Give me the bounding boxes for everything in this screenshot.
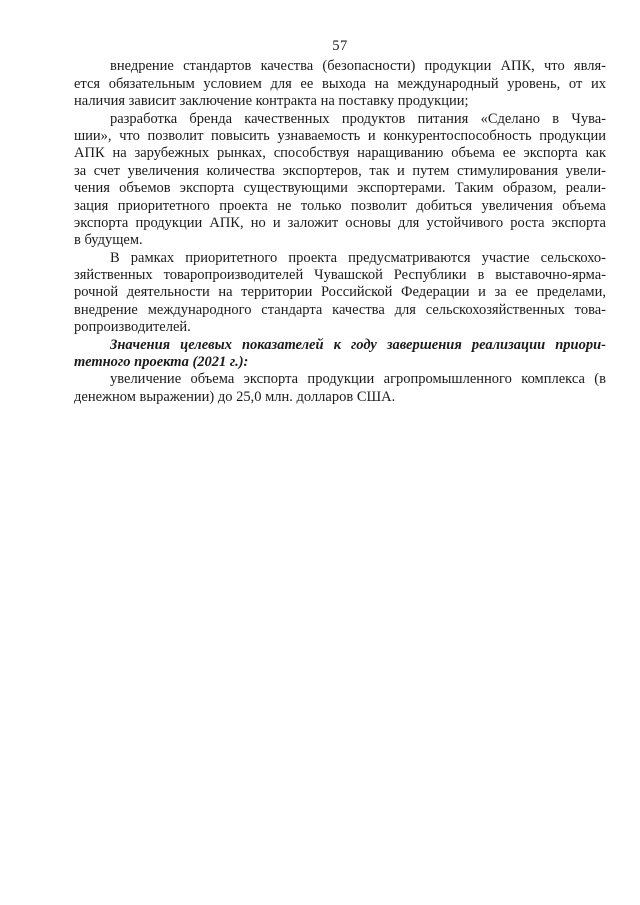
- text-line: ропроизводителей.: [74, 319, 191, 336]
- paragraph-export-target: [74, 371, 606, 406]
- paragraph-target-indicators-heading: [74, 337, 606, 372]
- text-line: зация приоритетного проекта не только позволит добиться увеличения объема: [74, 197, 606, 214]
- paragraph-quality-standards: [74, 58, 606, 110]
- text-line: шии», что позволит повысить узнаваемость и конкурентоспособность продукции: [74, 127, 606, 144]
- text-line: увеличение объема экспорта продукции агропромышленного комплекса (в: [110, 371, 606, 388]
- text-line: за счет увеличения количества экспортеров, так и путем стимулирования увели-: [74, 162, 606, 179]
- text-line: ется обязательным условием для ее выхода на международный уровень, от их: [74, 75, 606, 92]
- text-line: тетного проекта (2021 г.):: [74, 354, 249, 371]
- text-line: экспорта продукции АПК, но и заложит основы для устойчивого роста экспорта: [74, 214, 606, 231]
- text-line: чения объемов экспорта существующими экспортерами. Таким образом, реали-: [74, 180, 606, 197]
- text-line: В рамках приоритетного проекта предусматриваются участие сельскохо-: [110, 249, 606, 266]
- paragraph-project-scope: [74, 250, 606, 337]
- text-line: в будущем.: [74, 232, 143, 249]
- page-number: 57: [332, 38, 348, 54]
- text-line: денежном выражении) до 25,0 млн. долларов США.: [74, 388, 396, 405]
- text-line: внедрение международного стандарта качества для сельскохозяйственных това-: [74, 301, 606, 318]
- text-line: Значения целевых показателей к году завершения реализации приори-: [110, 336, 606, 353]
- text-column: [74, 38, 606, 406]
- text-line: внедрение стандартов качества (безопасности) продукции АПК, что явля-: [110, 58, 606, 75]
- text-line: зяйственных товаропроизводителей Чувашской Республики в выставочно-ярма-: [74, 267, 606, 284]
- text-line: наличия зависит заключение контракта на поставку продукции;: [74, 93, 469, 110]
- paragraph-brand-development: [74, 111, 606, 250]
- text-line: разработка бренда качественных продуктов питания «Сделано в Чува-: [110, 110, 606, 127]
- text-line: рочной деятельности на территории Российской Федерации и за ее пределами,: [74, 284, 606, 301]
- text-line: АПК на зарубежных рынках, способствуя наращиванию объема ее экспорта как: [74, 145, 606, 162]
